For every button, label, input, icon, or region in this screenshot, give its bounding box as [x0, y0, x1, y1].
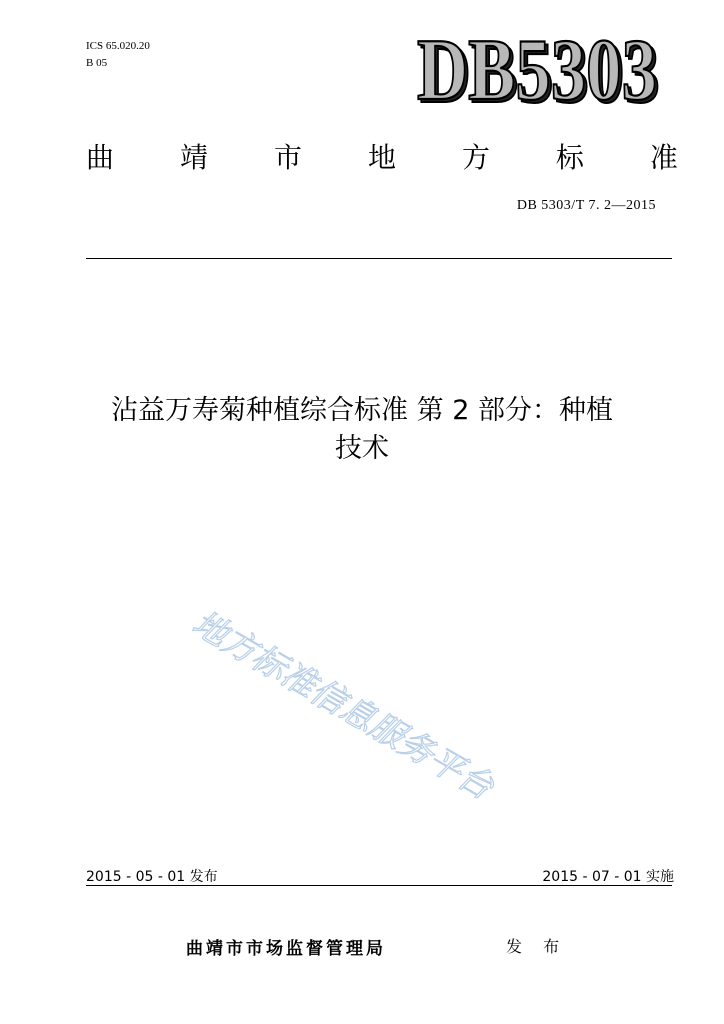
- standard-number: DB 5303/T 7. 2—2015: [516, 198, 656, 213]
- watermark-text: 地方标准信息服务平台: [185, 603, 500, 808]
- standard-type-char: 市: [273, 141, 302, 174]
- publish-date: 2015 - 05 - 01 发布: [86, 869, 218, 885]
- standard-type-char: 曲: [86, 141, 115, 174]
- db-logo-shadow: DB5303: [420, 26, 660, 110]
- document-title-line: 技术: [335, 433, 389, 464]
- watermark: [180, 590, 600, 850]
- standard-type-char: 标: [555, 141, 584, 174]
- top-divider: [86, 258, 672, 259]
- db-logo: [412, 26, 662, 110]
- issuing-authority: 曲靖市市场监督管理局: [186, 939, 386, 959]
- issue-label: 发 布: [506, 937, 568, 956]
- implement-date: 2015 - 07 - 01 实施: [542, 869, 674, 885]
- document-title-line: 沾益万寿菊种植综合标准 第 2 部分：种植: [111, 395, 613, 426]
- ics-code: ICS 65.020.20: [86, 40, 150, 52]
- standard-type-char: 方: [461, 141, 490, 174]
- standard-type-char: 地: [367, 141, 396, 174]
- document-title: [60, 392, 664, 468]
- standard-type: [86, 140, 678, 176]
- standard-type-char: 准: [649, 141, 678, 174]
- classification-codes: [86, 38, 150, 72]
- ccs-code: B 05: [86, 57, 108, 69]
- db-logo-text: DB5303: [417, 26, 657, 110]
- bottom-divider: [86, 885, 672, 886]
- standard-type-char: 靖: [179, 141, 208, 174]
